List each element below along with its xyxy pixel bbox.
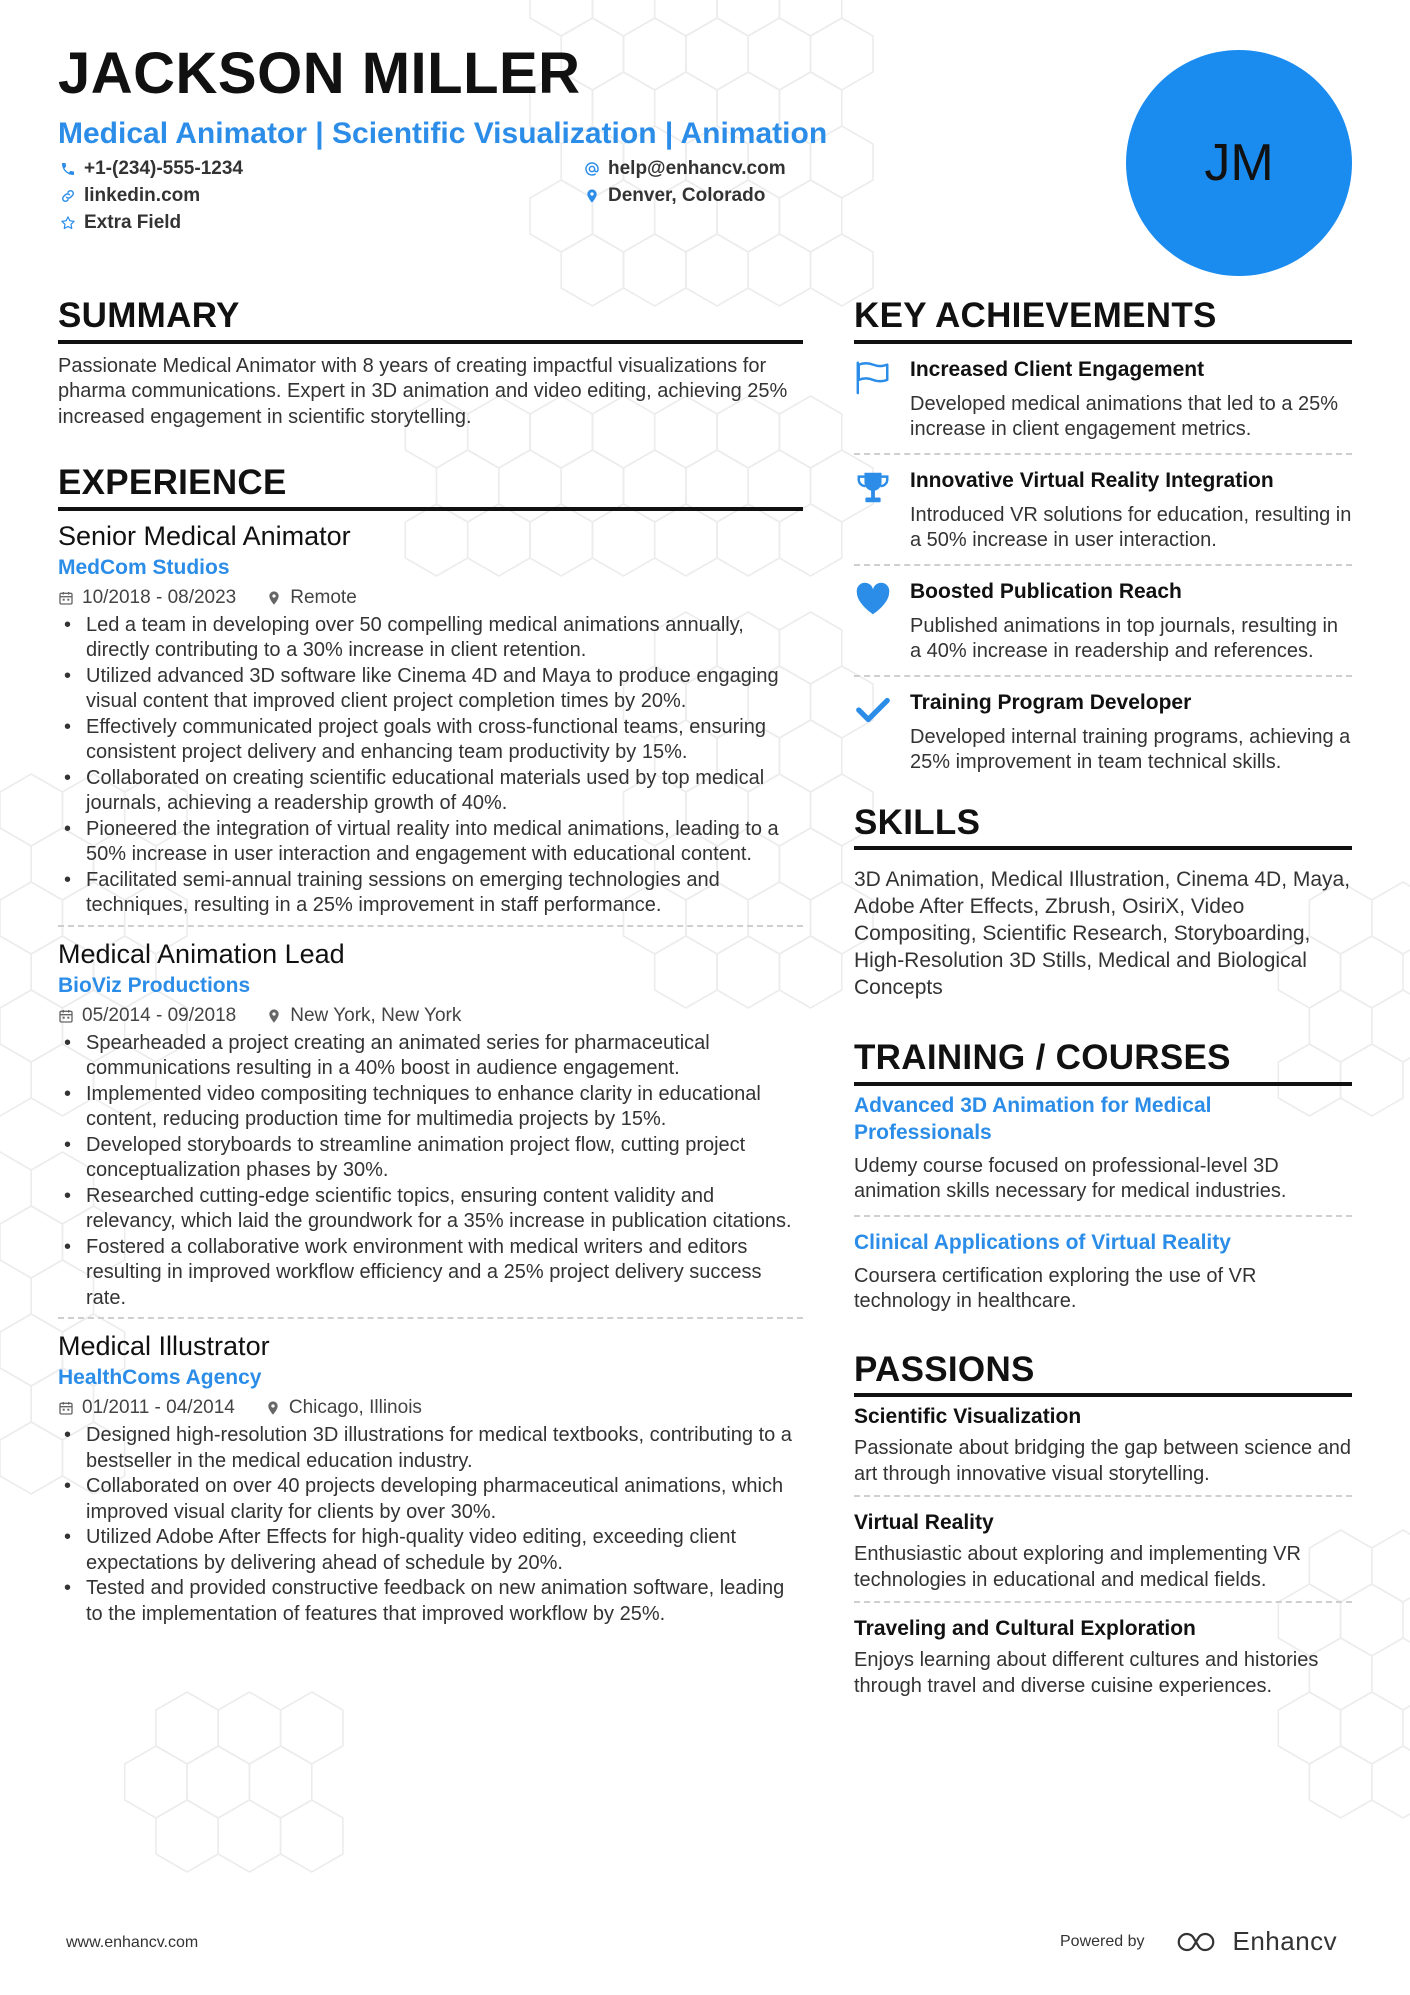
- at-icon: [584, 161, 600, 177]
- map-pin-icon: [266, 1008, 282, 1024]
- achievement-icon-wrap: [854, 467, 910, 554]
- achievement-icon-wrap: [854, 689, 910, 776]
- left-column: [58, 297, 803, 1633]
- calendar-icon: [58, 1400, 74, 1416]
- passion-item: [854, 1495, 1352, 1601]
- phone-contact[interactable]: [60, 159, 243, 178]
- list-item: • Effectively communicated project goals with cross-functional teams, ensuring consistent project delivery and enhancing team productivity by 15%.: [58, 715, 803, 766]
- star-icon: [60, 215, 76, 231]
- list-item: • Researched cutting-edge scientific topics, ensuring content validity and relevancy, which laid the groundwork for a 35% increase in publication citations.: [58, 1184, 803, 1235]
- job-entry: [58, 519, 803, 925]
- map-pin-icon: [266, 590, 282, 606]
- job-entry: [58, 1317, 803, 1633]
- achievement-text: Developed internal training programs, achieving a 25% improvement in team technical skills.: [910, 725, 1351, 773]
- link-icon: [60, 188, 76, 204]
- company-name: MedCom Studios: [58, 555, 230, 579]
- job-location-text: New York, New York: [290, 1004, 462, 1026]
- calendar-icon: [58, 1008, 74, 1024]
- footer-branding: [1060, 1926, 1337, 1957]
- list-item: • Collaborated on creating scientific educational materials used by top medical journals, achieving a readership growth of 40%.: [58, 766, 803, 817]
- enhancv-logo-icon: [1173, 1929, 1219, 1955]
- job-bullets: [58, 1423, 803, 1627]
- achievement-text: Developed medical animations that led to a 25% increase in client engagement metrics.: [910, 392, 1339, 440]
- passion-text: Enjoys learning about different cultures and histories through travel and diverse cuisine experiences.: [854, 1649, 1319, 1697]
- skills-section: [854, 804, 1352, 1002]
- phone-text: +1-(234)-555-1234: [84, 158, 243, 179]
- passion-text: Enthusiastic about exploring and implementing VR technologies in educational and medical fields.: [854, 1543, 1301, 1591]
- job-meta: [58, 1001, 803, 1031]
- achievement-title: Training Program Developer: [910, 690, 1192, 714]
- achievement-icon-wrap: [854, 578, 910, 665]
- course-item: [854, 1086, 1352, 1215]
- linkedin-contact[interactable]: [60, 186, 200, 205]
- job-title: Medical Illustrator: [58, 1331, 270, 1361]
- candidate-name: JACKSON MILLER: [58, 41, 581, 106]
- skills-text: 3D Animation, Medical Illustration, Cinema 4D, Maya, Adobe After Effects, Zbrush, OsiriX, Video Compositing, Scientific Research, Storyboarding, High-Resolution 3D Stills, Medical and Biological Concepts: [854, 868, 1351, 999]
- company-name: HealthComs Agency: [58, 1366, 262, 1389]
- achievement-text: Introduced VR solutions for education, resulting in a 50% increase in user interaction.: [910, 503, 1352, 551]
- experience-heading: EXPERIENCE: [58, 464, 803, 511]
- footer-website[interactable]: www.enhancv.com: [66, 1934, 199, 1951]
- course-text: Coursera certification exploring the use of VR technology in healthcare.: [854, 1264, 1257, 1312]
- flag-icon: [854, 358, 892, 396]
- job-meta: [58, 583, 803, 613]
- job-location-text: Chicago, Illinois: [288, 1397, 422, 1418]
- extra-field-contact: [60, 213, 181, 232]
- company-name: BioViz Productions: [58, 973, 251, 997]
- achievement-content: [910, 689, 1352, 776]
- achievement-title: Boosted Publication Reach: [910, 579, 1182, 603]
- passion-text: Passionate about bridging the gap between science and art through innovative visual storytelling.: [854, 1437, 1352, 1485]
- achievement-title: Increased Client Engagement: [910, 357, 1205, 381]
- achievement-content: [910, 356, 1352, 443]
- passion-title: Virtual Reality: [854, 1511, 994, 1534]
- map-pin-icon: [584, 188, 600, 204]
- job-title: Medical Animation Lead: [58, 938, 345, 969]
- extra-field-text: Extra Field: [84, 212, 182, 233]
- job-title: Senior Medical Animator: [58, 520, 351, 551]
- achievement-item: [854, 453, 1352, 564]
- training-section: [854, 1039, 1352, 1325]
- passions-heading: PASSIONS: [854, 1351, 1352, 1398]
- achievement-icon-wrap: [854, 356, 910, 443]
- list-item: • Utilized Adobe After Effects for high-quality video editing, exceeding client expectations by delivering ahead of schedule by 20%.: [58, 1525, 803, 1576]
- location-contact: [584, 186, 765, 205]
- achievement-title: Innovative Virtual Reality Integration: [910, 468, 1274, 492]
- job-dates: 01/2011 - 04/2014: [82, 1397, 235, 1418]
- training-heading: TRAINING / COURSES: [854, 1039, 1352, 1086]
- list-item: • Tested and provided constructive feedback on new animation software, leading to the implementation of features that improved workflow by 25%.: [58, 1576, 803, 1627]
- list-item: • Implemented video compositing techniques to enhance clarity in educational content, reducing production time for multimedia projects by 15%.: [58, 1082, 803, 1133]
- summary-text: Passionate Medical Animator with 8 years of creating impactful visualizations for pharma communications. Expert in 3D animation and video editing, achieving 25% increased engagement in scientific storytelling.: [58, 354, 788, 428]
- right-column: [854, 297, 1352, 1707]
- list-item: • Designed high-resolution 3D illustrations for medical textbooks, contributing to a bestseller in the medical education industry.: [58, 1423, 803, 1474]
- job-location: [265, 1393, 422, 1423]
- course-title: Clinical Applications of Virtual Reality: [854, 1230, 1231, 1254]
- map-pin-icon: [265, 1400, 281, 1416]
- job-location: [266, 1001, 461, 1031]
- heart-icon: [854, 580, 892, 618]
- linkedin-text: linkedin.com: [84, 185, 201, 206]
- achievements-heading: KEY ACHIEVEMENTS: [854, 297, 1352, 344]
- trophy-icon: [854, 469, 892, 507]
- achievements-section: [854, 297, 1352, 786]
- summary-heading: SUMMARY: [58, 297, 803, 344]
- achievement-content: [910, 467, 1352, 554]
- achievement-item: [854, 564, 1352, 675]
- job-dates: 10/2018 - 08/2023: [82, 586, 237, 608]
- summary-section: [58, 297, 803, 430]
- job-meta: [58, 1393, 803, 1423]
- email-contact[interactable]: [584, 159, 786, 178]
- list-item: • Developed storyboards to streamline animation project flow, cutting project conceptualization phases by 30%.: [58, 1133, 803, 1184]
- list-item: • Fostered a collaborative work environment with medical writers and editors resulting in improved workflow efficiency and a 25% project delivery success rate.: [58, 1235, 803, 1312]
- passion-title: Scientific Visualization: [854, 1405, 1082, 1428]
- job-dates: 05/2014 - 09/2018: [82, 1004, 237, 1026]
- achievement-item: [854, 675, 1352, 786]
- calendar-icon: [58, 590, 74, 606]
- powered-by-text: Powered by: [1060, 1932, 1145, 1950]
- course-text: Udemy course focused on professional-level 3D animation skills necessary for medical industries.: [854, 1154, 1287, 1202]
- course-title: Advanced 3D Animation for Medical Professionals: [854, 1093, 1212, 1144]
- passion-item: [854, 1397, 1352, 1495]
- brand-name: Enhancv: [1232, 1926, 1338, 1956]
- experience-section: [58, 464, 803, 1633]
- phone-icon: [60, 161, 76, 177]
- list-item: • Utilized advanced 3D software like Cinema 4D and Maya to produce engaging visual content that improved client project completion times by 20%.: [58, 664, 803, 715]
- job-entry: [58, 925, 803, 1318]
- passion-item: [854, 1601, 1352, 1707]
- skills-heading: SKILLS: [854, 804, 1352, 851]
- passions-section: [854, 1351, 1352, 1708]
- achievement-text: Published animations in top journals, resulting in a 40% increase in readership and references.: [910, 614, 1339, 662]
- achievement-item: [854, 344, 1352, 453]
- achievement-content: [910, 578, 1352, 665]
- list-item: • Facilitated semi-annual training sessions on emerging technologies and techniques, resulting in a 25% improvement in staff performance.: [58, 868, 803, 919]
- job-bullets: [58, 613, 803, 919]
- list-item: • Led a team in developing over 50 compelling medical animations annually, directly contributing to a 30% increase in client retention.: [58, 613, 803, 664]
- list-item: • Pioneered the integration of virtual reality into medical animations, leading to a 50% increase in user interaction and engagement with educational content.: [58, 817, 803, 868]
- job-location-text: Remote: [290, 586, 357, 608]
- email-text: help@enhancv.com: [608, 158, 786, 179]
- list-item: • Collaborated on over 40 projects developing pharmaceutical animations, which improved visual clarity for clients by over 30%.: [58, 1474, 803, 1525]
- checkmark-icon: [854, 691, 892, 729]
- location-text: Denver, Colorado: [608, 185, 766, 206]
- course-item: [854, 1215, 1352, 1325]
- job-bullets: [58, 1031, 803, 1312]
- avatar: [1126, 50, 1352, 276]
- job-location: [266, 583, 357, 613]
- avatar-initials: JM: [1204, 134, 1274, 192]
- candidate-title: Medical Animator | Scientific Visualization | Animation: [58, 117, 828, 150]
- passion-title: Traveling and Cultural Exploration: [854, 1617, 1196, 1640]
- list-item: • Spearheaded a project creating an animated series for pharmaceutical communications resulting in a 40% boost in audience engagement.: [58, 1031, 803, 1082]
